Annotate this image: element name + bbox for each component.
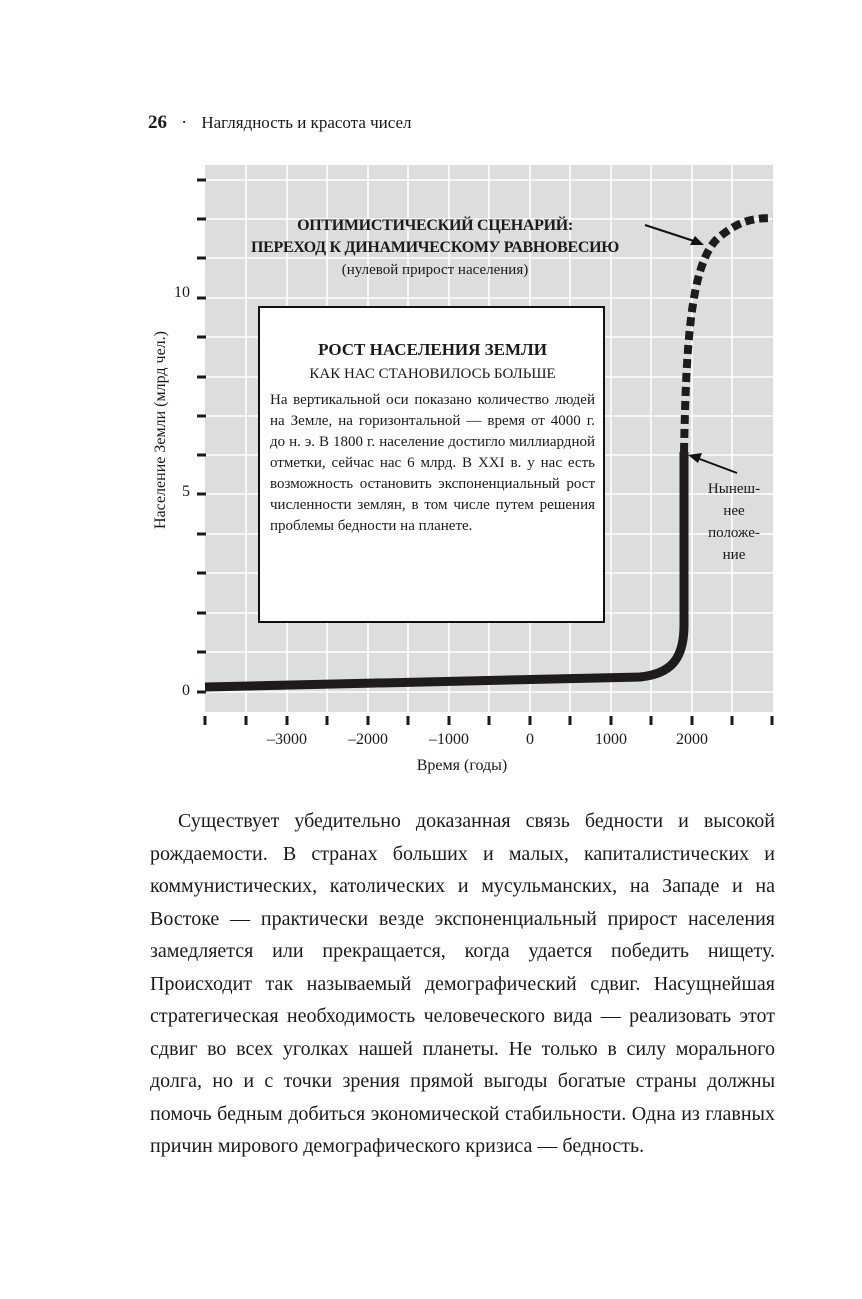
scenario-subtitle: ПЕРЕХОД К ДИНАМИЧЕСКОМУ РАВНОВЕСИЮ	[250, 239, 620, 256]
x-axis-label: Время (годы)	[416, 757, 508, 774]
body-paragraph: Существует убедительно доказанная связь бедности и высокой рождаемости. В странах больших и малых, капиталистических и коммунистических, католических и мусульманских, на Западе и на Востоке — практически везде экспоненциальный прирост населения замедляется или прекращается, когда удается победить нищету. Происходит так называемый демографический сдвиг. Насущнейшая стратегическая необходимость человеческого вида — реализовать этот сдвиг во всех уголках нашей планеты. Не только в силу морального долга, но и с точки зрения прямой выгоды богатые страны должны помочь бедным добиться экономической стабильности. Одна из главных причин мирового демографического кризиса — бедность.	[150, 810, 775, 1157]
x-tick-1000: 1000	[595, 731, 627, 748]
chart-description: На вертикальной оси показано количество людей на Земле, на горизонтальной — время от 4000 г. до н. э. В 1800 г. население достигло миллиардной отметки, сейчас нас 6 млрд. В XXI в. у нас есть возможность остановить экспоненциальный рост численности землян, в том числе путем решения проблемы бедности на планете.	[270, 392, 595, 534]
scenario-note: (нулевой прирост населения)	[341, 262, 529, 278]
running-title: Наглядность и красота чисел	[201, 113, 412, 132]
current-position-label	[690, 478, 778, 566]
chart-subtitle: КАК НАС СТАНОВИЛОСЬ БОЛЬШЕ	[309, 366, 556, 382]
page-number: 26	[148, 112, 167, 133]
y-tick-0: 0	[182, 682, 190, 699]
scenario-title: ОПТИМИСТИЧЕСКИЙ СЦЕНАРИЙ:	[297, 217, 573, 234]
y-tick-10: 10	[174, 284, 190, 301]
x-tick-0: 0	[526, 731, 534, 748]
x-tick-minus-2000: –2000	[348, 731, 388, 748]
chart-title: РОСТ НАСЕЛЕНИЯ ЗЕМЛИ	[318, 340, 547, 359]
current-label-line: положе-	[708, 525, 760, 541]
current-label-line: Нынеш-	[707, 481, 761, 497]
y-tick-5: 5	[182, 483, 190, 500]
x-axis-ticks	[205, 716, 772, 725]
current-label-line: нее	[723, 503, 745, 519]
current-label-line: ние	[722, 547, 746, 563]
y-axis-label: Население Земли (млрд чел.)	[152, 331, 169, 529]
scenario-annotation	[200, 215, 670, 281]
x-tick-minus-3000: –3000	[267, 731, 307, 748]
separator: ·	[181, 112, 188, 133]
x-tick-minus-1000: –1000	[429, 731, 469, 748]
x-tick-2000: 2000	[676, 731, 708, 748]
chart-info-box	[258, 306, 605, 623]
